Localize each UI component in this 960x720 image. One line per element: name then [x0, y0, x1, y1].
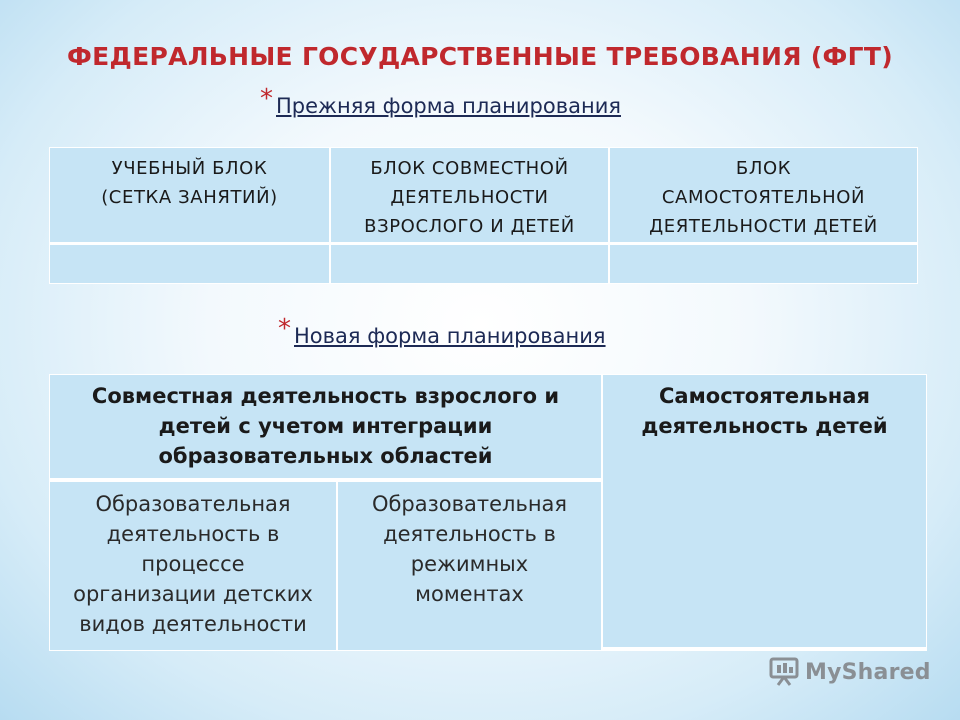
old-col-independent-block: БЛОК САМОСТОЯТЕЛЬНОЙ ДЕЯТЕЛЬНОСТИ ДЕТЕЙ [609, 147, 918, 243]
bullet-star-icon: * [278, 314, 291, 344]
old-row2-cell-3 [609, 244, 918, 284]
old-row2-cell-1 [49, 244, 330, 284]
old-row2-cell-2 [330, 244, 609, 284]
new-sub-cell-routine: Образовательная деятельность в режимных моментах [337, 481, 602, 651]
watermark [768, 657, 931, 687]
slide-title: ФЕДЕРАЛЬНЫЕ ГОСУДАРСТВЕННЫЕ ТРЕБОВАНИЯ (ФГТ) [67, 42, 893, 71]
new-form-heading-text: Новая форма планирования [294, 324, 606, 348]
old-form-heading [260, 84, 621, 118]
new-form-table [49, 374, 927, 651]
old-col-study-block: УЧЕБНЫЙ БЛОК (СЕТКА ЗАНЯТИЙ) [49, 147, 330, 243]
old-form-heading-text: Прежняя форма планирования [276, 94, 621, 118]
new-sub-cell-activities: Образовательная деятельность в процессе организации детских видов деятельности [49, 481, 337, 651]
new-form-heading [278, 314, 606, 348]
old-col-joint-block: БЛОК СОВМЕСТНОЙ ДЕЯТЕЛЬНОСТИ ВЗРОСЛОГО И ДЕТЕЙ [330, 147, 609, 243]
new-joint-activity-cell: Совместная деятельность взрослого и детей с учетом интеграции образовательных областей [49, 374, 602, 479]
presentation-board-icon [768, 657, 800, 687]
old-form-table [49, 147, 918, 284]
bullet-star-icon: * [260, 84, 273, 114]
new-independent-activity-cell: Самостоятельная деятельность детей [602, 374, 927, 648]
watermark-text: MyShared [805, 659, 931, 685]
